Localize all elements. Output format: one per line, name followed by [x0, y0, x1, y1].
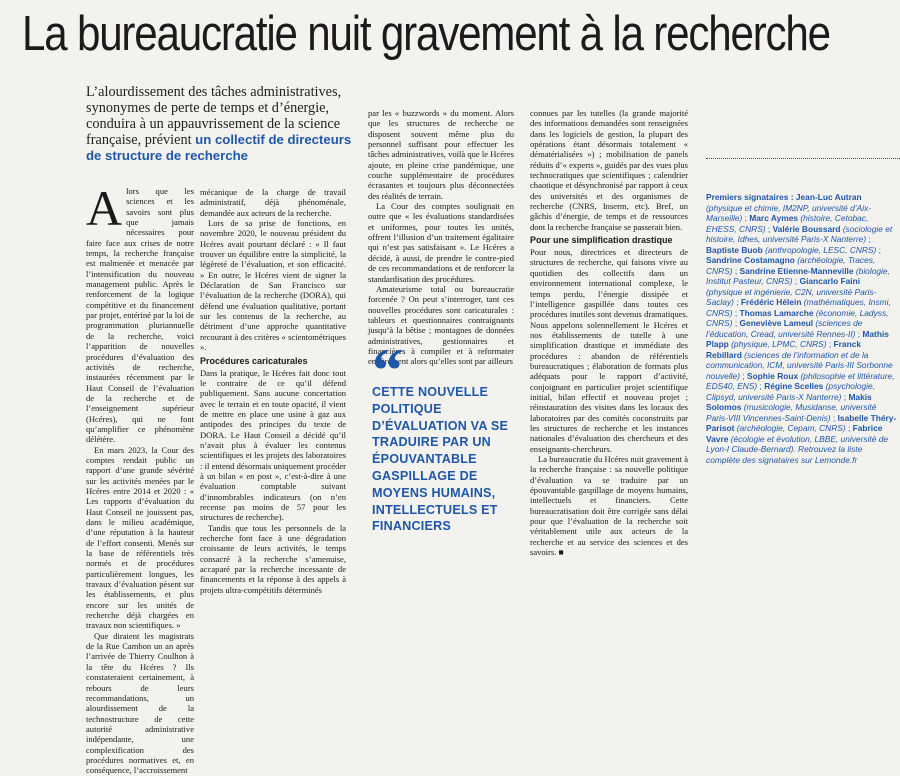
signatory-name: Valérie Boussard — [772, 223, 841, 234]
article-column-1 — [86, 180, 194, 776]
signatory-affiliation: (archéologie, Traces, CNRS) — [706, 255, 876, 276]
signatory-affiliation: (sociologie et histoire, Idhes, université Paris-X Nanterre) — [706, 223, 893, 244]
signatories-divider — [706, 158, 900, 159]
signatory-name: Marc Aymes — [749, 213, 799, 223]
signatory-affiliation: (physique et ingénierie, C2N, université Paris-Saclay) — [706, 286, 877, 307]
paragraph: En mars 2023, la Cour des comptes rendait public un rapport d’une grande sévérité sur les activités menées par le Hcéres entre 2014 et 2020 : « Les rapports d’évaluation du Haut Conseil ne jouissent pas, dans le milieu académique, d’une réputation à la hauteur de l’effort consenti. Menés sur la base de référentiels très normés et de procédures particulièrement longues, les travaux d’évaluation pèsent sur les établissements, et plus encore sur les unités de recherche déjà chargées en travaux non scientifiques. » — [86, 444, 194, 631]
signatory-affiliation: (philosophie et littérature, EDS40, ENS) — [706, 370, 895, 391]
headline: La bureaucratie nuit gravement à la recherche — [22, 7, 830, 61]
signatory-affiliation: (mathématiques, Insmi, CNRS) — [706, 297, 891, 318]
paragraph: La bureaucratie du Hcéres nuit gravement à la recherche française : sa nouvelle politique d’évaluation va se traduire par un épouvantable gaspillage de moyens humains, intellectuels et financiers. Cette bureaucratisation doit être corrigée sans délai pour que l’évaluation de la recherche soit véritablement utile aux acteurs de la recherche et au service des sciences et des savoirs. ■ — [530, 454, 688, 558]
signatory-affiliation: (sciences de l’éducation, Cread, université Rennes-II) — [706, 318, 863, 339]
signatory-affiliation: (physique, LPMC, CNRS) — [731, 339, 827, 349]
quote-mark-icon: “ — [372, 337, 403, 405]
article-column-4 — [530, 108, 688, 600]
signatory-affiliation: (écologie et évolution, LBBE, université de Lyon-I Claude-Bernard). — [706, 433, 889, 454]
signatory-affiliation: (musicologie, Musidanse, université Paris-VIII Vincennes-Saint-Denis) — [706, 402, 877, 423]
signatory-name: Frédéric Hélein — [740, 297, 802, 307]
standfirst-text: L’alourdissement des tâches administratives, synonymes de perte de temps et d’énergie, conduira à un appauvrissement de la science française, prévient — [86, 84, 342, 148]
signatory-name: Mathis Plapp — [706, 328, 889, 349]
signatory-name: Sandrine Etienne-Manneville — [739, 265, 854, 276]
article-column-2 — [200, 187, 346, 600]
signatory-affiliation: (anthropologie, LESC, CNRS) — [765, 244, 877, 255]
drop-cap: A — [86, 180, 123, 236]
signatory-name: Giancarlo Faini — [799, 276, 861, 286]
signatory-name: Baptiste Buob — [706, 244, 763, 255]
signatory-affiliation: (sciences de l’information et de la communication, ICM, université Paris-III Sorbonne nouvelle) — [706, 349, 893, 381]
signatory-affiliation: (archéologie, Cepam, CNRS) — [736, 423, 846, 433]
signatory-name: Makis Solomos — [706, 391, 872, 412]
signatory-name: Sandrine Costamagno — [706, 255, 795, 265]
paragraph: Que diraient les magistrats de la Rue Cambon un an après l’arrivée de Thierry Coulhon à la tête du Hcéres ? Ils constateraient certainement, à rebours de leurs recommandations, un alourdissement de la technostructure de cette autorité administrative indépendante, une complexification des procédures normatives et, en conséquence, l’accroissement — [86, 630, 194, 776]
paragraph: Dans la pratique, le Hcéres fait donc tout le contraire de ce qu’il défend publiquement. Sans aucune concertation avec le terrain et en toute opacité, il vient de mettre en place une usine à gaz aux antipodes des principes du texte de DORA. Le Haut Conseil a décidé qu’il n’avait plus à évaluer les contenus scientifiques et les projets des laboratoires : il entend désormais uniquement procéder à un bilan « en post », c’est-à-dire à une évaluation comptable suivant d’innombrables indicateurs (on n’en recense pas moins de 57 pour les structures de recherche). — [200, 367, 346, 523]
signatory-name: Jean-Luc Autran — [795, 192, 862, 202]
signatory-name: Fabrice Vavre — [706, 423, 883, 444]
signatory-name: Franck Rebillard — [706, 339, 862, 360]
signatory-affiliation: (physique et chimie, IM2NP, université d’Aix-Marseille) — [706, 202, 872, 223]
paragraph: Lors de sa prise de fonctions, en novembre 2020, le nouveau président du Hcéres avait pourtant déclaré : « Il faut trouver un équilibre entre la simplicité, la légèreté de l’évaluation, et son efficacité. » En outre, le Hcéres vient de signer la Déclaration de San Francisco sur l’évaluation de la recherche (DORA), qui défend une évaluation qualitative, portant sur les contenus de la recherche, au détriment d’une approche quantitative recourant à des critères « scientométriques ». — [200, 218, 346, 353]
signatory-affiliation: (psychologie, Clipsyd, université Paris-X Nanterre) — [706, 381, 875, 402]
signatory-name: Geneviève Lameul — [739, 318, 814, 328]
paragraph: connues par les tutelles (la grande majorité des informations demandées sont renseignées dans les logiciels de gestion, la plupart des opérations étant désormais totalement « dématérialisées ») ; mobilisation de panels réduits d’« experts », guidés par des vues plus technocratiques que scientifiques ; calendrier chaotique et désynchronisé par rapport à ceux des universités et des organismes de recherche (CNRS, Inserm, etc). Bref, un gâchis d’énergie, de temps et de ressources dont la recherche française se passerait bien. — [530, 108, 688, 232]
paragraph: Pour nous, directrices et directeurs de structures de recherche, qui faisons vivre au quotidien des collectifs dans un environnement international complexe, le temps perdu, l’énergie dissipée et l’intelligence gaspillée dans toutes ces procédures inutiles sont devenus dramatiques. Nous appelons solennellement le Hcéres et nos établissements de tutelle à une simplification drastique et immédiate des procédures : abandon de référentiels bureaucratiques ; élaboration de formats plus adéquats pour le rapport d’activité, conjoignant en particulier projet scientifique initial, bilan effectif et nouveau projet ; réinstauration des visites dans les locaux des laboratoires par des comités coconstruits par les structures de recherche et les instances nationales d’évaluation des chercheurs et des enseignants-chercheurs. — [530, 247, 688, 454]
subhead-procedures: Procédures caricaturales — [200, 355, 308, 366]
signatory-affiliation: (biologie, Institut Pasteur, CNRS) — [706, 265, 890, 286]
signatory-affiliation: (économie, Ladyss, CNRS) — [706, 307, 889, 328]
subhead-simplification: Pour une simplification drastique — [530, 235, 673, 246]
signatory-affiliation: (histoire, Cetobac, EHESS, CNRS) — [706, 213, 869, 234]
signatories-box — [706, 192, 898, 465]
paragraph: La Cour des comptes soulignait en outre que « les évaluations standardisées et uniformes, pour toutes les unités, offrent l’illusion d’un traitement égalitaire qui n’est pas satisfaisant ». Le Hcéres a décidé, à aussi, de prendre le contre-pied de ces recommandations et de renforcer la standardisation des procédures. — [368, 201, 514, 284]
standfirst-signers: un collectif de directeurs de structure de recherche — [86, 132, 352, 163]
paragraph: Tandis que tous les personnels de la recherche font face à une dégradation croissante de leurs activités, le temps consacré à la recherche s’amenuise, accaparé par la recherche incessante de financements et la réponse à des appels à projets ultra-compétitifs déterminés — [200, 522, 346, 595]
paragraph: lors que les sciences et les savoirs sont plus que jamais nécessaires pour faire face aux crises de notre temps, la recherche française est malmenée et menacée par l’intensification du nouveau management public. Après le renforcement de la logique compétitive et du financement par projet, entériné par la loi de programmation pluriannuelle de la recherche, voici l’apparition de nouvelles procédures d’évaluation des activités de recherche, instaurées récemment par le Haut Conseil de l’évaluation de la recherche et de l’enseignement supérieur (Hcéres), qui ne font qu’amplifier ce phénomène délétère. — [86, 186, 194, 445]
signatories-label: Premiers signataires : — [706, 192, 794, 202]
article-column-3 — [368, 108, 514, 367]
signatory-name: Isabelle Théry-Parisot — [706, 412, 897, 433]
paragraph: par les « buzzwords » du moment. Alors que les structures de recherche ne disposent souvent même plus du personnel suffisant pour effectuer les tâches administratives, voilà que le Hcéres ajoute, en pleine crise pandémique, une couche supplémentaire de procédures écrasantes et toujours plus déconnectées des réalités de terrain. — [368, 108, 514, 201]
signatories-list: Jean-Luc Autran (physique et chimie, IM2NP, université d’Aix-Marseille) ; Marc Aymes (histoire, Cetobac, EHESS, CNRS) ; Valérie Boussard (sociologie et histoire, Idhes, université Paris-X Nanterre) ; Baptiste Buob (anthropologie, LESC, CNRS) ; Sandrine Costamagno (archéologie, Traces, CNRS) ; Sandrine Etienne-Manneville (biologie, Institut Pasteur, CNRS) ; Giancarlo Faini (physique et ingénierie, C2N, université Paris-Saclay) ; Frédéric Hélein (mathématiques, Insmi, CNRS) ; Thomas Lamarche (économie, Ladyss, CNRS) ; Geneviève Lameul (sciences de l’éducation, Cread, université Rennes-II) ; Mathis Plapp (physique, LPMC, CNRS) ; Franck Rebillard (sciences de l’information et de la communication, ICM, université Paris-III Sorbonne nouvelle) ; Sophie Roux (philosophie et littérature, EDS40, ENS) ; Régine Scelles (psychologie, Clipsyd, université Paris-X Nanterre) ; Makis Solomos (musicologie, Musidanse, université Paris-VIII Vincennes-Saint-Denis) ; Isabelle Théry-Parisot (archéologie, Cepam, CNRS) ; Fabrice Vavre (écologie et évolution, LBBE, université de Lyon-I Claude-Bernard). — [706, 192, 897, 454]
signatory-name: Sophie Roux — [746, 370, 799, 381]
paragraph: mécanique de la charge de travail administratif, déjà phénoménale, demandée aux acteurs de la recherche. — [200, 187, 346, 218]
standfirst — [86, 84, 362, 164]
paragraph: Amateurisme total ou bureaucratie forcenée ? On peut s’interroger, tant ces nouvelles procédures sont caricaturales : tableurs et questionnaires contraignants jusqu’à la bêtise ; montagnes de données administratives, gestionnaires et financières à compiler et à reformater entièrement alors qu’elles sont par ailleurs — [368, 283, 514, 367]
signatories-footer: Retrouvez la liste complète des signataires sur Lemonde.fr — [706, 444, 863, 465]
signatory-name: Thomas Lamarche — [739, 307, 814, 318]
signatory-name: Régine Scelles — [764, 381, 824, 391]
pull-quote: CETTE NOUVELLE POLITIQUE D’ÉVALUATION VA SE TRADUIRE PAR UN ÉPOUVANTABLE GASPILLAGE DE MOYENS HUMAINS, INTELLECTUELS ET FINANCIERS — [372, 385, 509, 534]
